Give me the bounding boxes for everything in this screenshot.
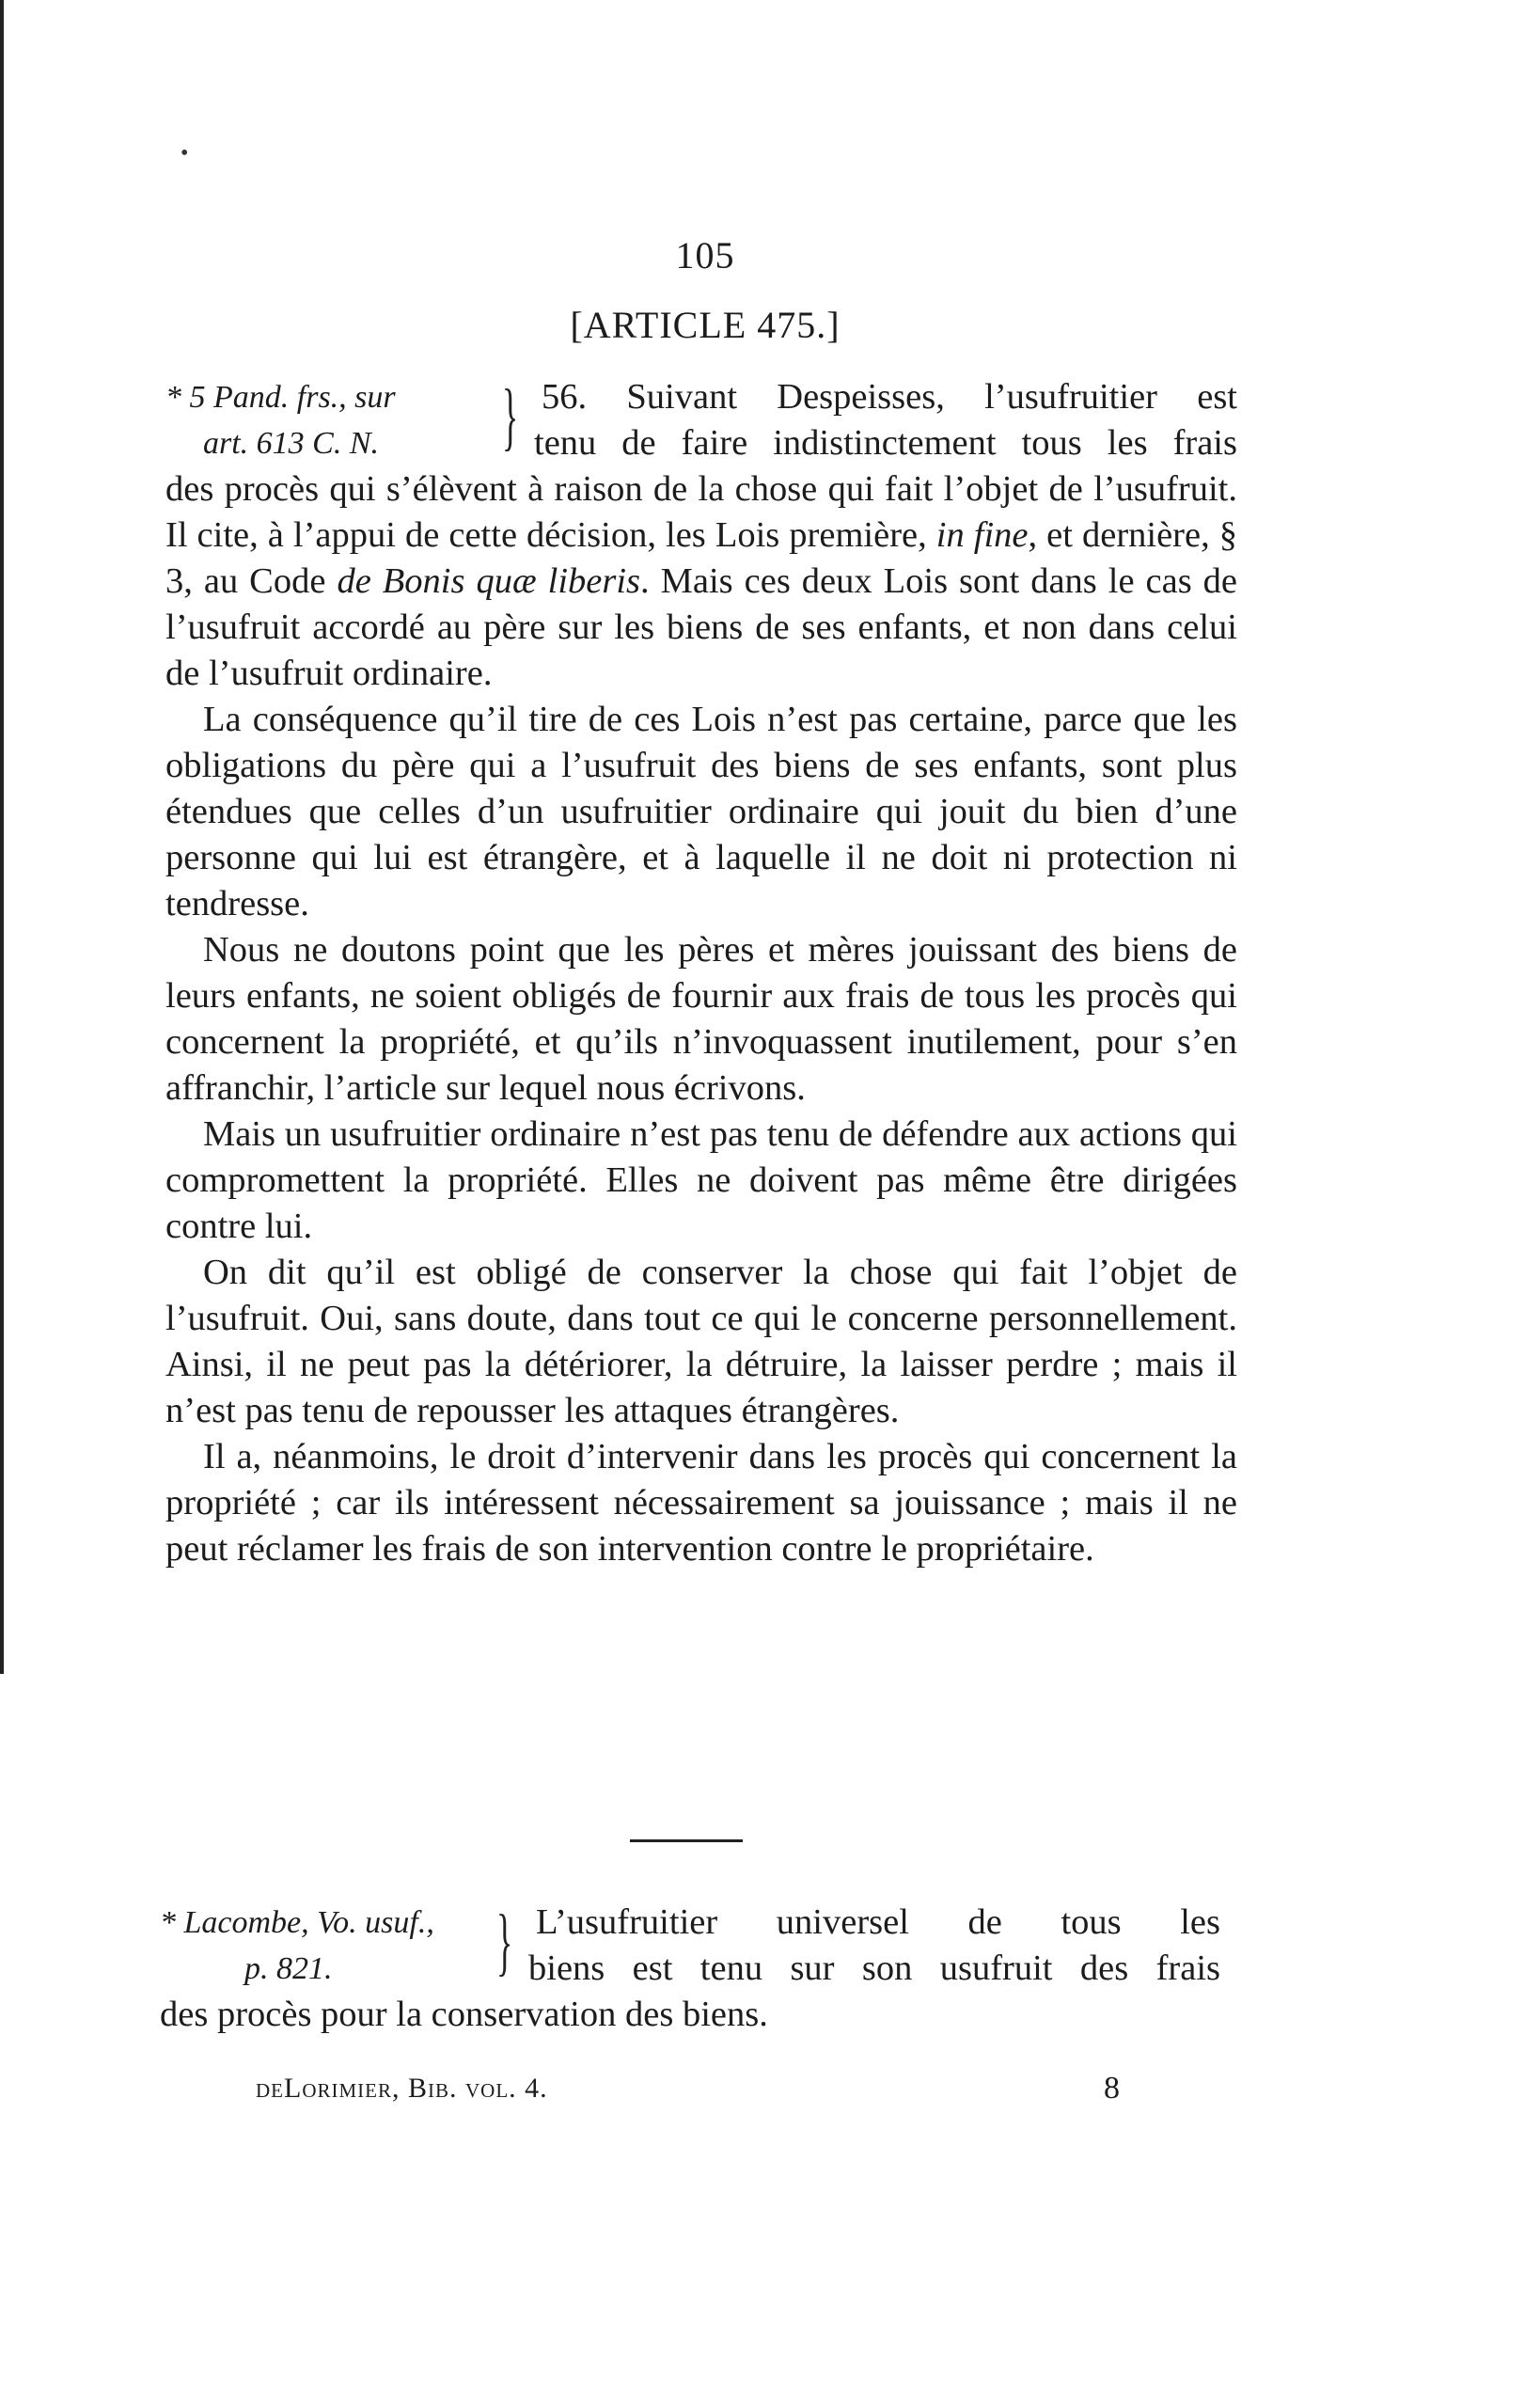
brace-icon: } — [496, 1901, 513, 1983]
reference-2-line-1: * Lacombe, Vo. usuf., — [160, 1905, 434, 1940]
paragraph-5: On dit qu’il est obligé de conserver la chose qui fait l’objet de l’usufruit. Oui, sans doute, dans tout ce qui le concerne personnellement. Ainsi, il ne peut pas la détériorer, la détruire, la laisser perdre ; mais il n’est pas tenu de repousser les attaques étrangères. — [165, 1253, 1237, 1430]
footnote-continuation: des procès pour la conservation des biens. — [160, 1995, 768, 2034]
main-text — [165, 374, 1237, 1572]
page-number: 105 — [675, 234, 735, 276]
paragraph-1-text: des procès qui s’élèvent à raison de la chose qui fait l’objet de l’usufruit. Il cite, à l’appui de cette décision, les Lois première, — [165, 469, 1237, 555]
signature-number: 8 — [1104, 2071, 1120, 2106]
reference-text-1 — [534, 374, 1237, 466]
paragraph-4: Mais un usufruitier ordinaire n’est pas tenu de défendre aux actions qui compromettent la propriété. Elles ne doivent pas même être dirigées contre lui. — [165, 1114, 1237, 1246]
paragraph-6: Il a, néanmoins, le droit d’intervenir dans les procès qui concernent la propriété ; car ils intéressent nécessairement sa jouissance ; mais il ne peut réclamer les frais de son intervention contre le propriétaire. — [165, 1437, 1237, 1569]
marginal-reference-1 — [165, 374, 502, 466]
reference-text-line-1: 56. Suivant Despeisses, l’usufruitier est — [542, 377, 1237, 417]
signature-mark: deLorimier, Bib. vol. 4. — [256, 2073, 548, 2104]
reference-block-2 — [160, 1900, 1220, 1992]
paragraph-2: La conséquence qu’il tire de ces Lois n’est pas certaine, parce que les obligations du père qui a l’usufruit des biens de ses enfants, sont plus étendues que celles d’un usufruitier ordinaire qui jouit du bien d’une personne qui lui est étrangère, et à laquelle il ne doit ni protection ni tendresse. — [165, 700, 1237, 923]
section-divider — [630, 1839, 743, 1842]
paragraph-3: Nous ne doutons point que les pères et mères jouissant des biens de leurs enfants, ne soient obligés de fournir aux frais de tous les procès qui concernent la propriété, et qu’ils n’invoquassent inutilement, pour s’en affranchir, l’article sur lequel nous écrivons. — [165, 930, 1237, 1108]
reference-2-text-line-2: biens est tenu sur son usufruit des frais — [528, 1948, 1220, 1988]
paragraph-1-mid: , et dernière, § 3, au Code — [165, 515, 1237, 601]
paragraph-1 — [165, 466, 1237, 697]
de-bonis-term: de Bonis quæ liberis — [337, 561, 641, 601]
marginal-reference-2 — [160, 1900, 496, 1992]
reference-2-line-2: p. 821. — [244, 1951, 333, 1986]
reference-text-2 — [528, 1900, 1220, 1992]
reference-line-2: art. 613 C. N. — [203, 426, 380, 461]
paragraph-1-end: . Mais ces deux Lois sont dans le cas de l’usufruit accordé au père sur les biens de ses enfants, et non dans celui de l’usufruit ordinaire. — [165, 561, 1238, 693]
reference-text-line-2: tenu de faire indistinctement tous les frais — [534, 423, 1237, 463]
article-heading: [ARTICLE 475.] — [570, 304, 841, 346]
reference-block-1 — [165, 374, 1237, 466]
footnote-block — [160, 1900, 1220, 2038]
reference-2-text-line-1: L’usufruitier universel de tous les — [536, 1902, 1220, 1942]
in-fine-term: in fine — [935, 515, 1029, 555]
brace-icon: } — [502, 375, 519, 458]
reference-line-1: * 5 Pand. frs., sur — [165, 380, 396, 415]
ink-speck: • — [181, 141, 189, 166]
